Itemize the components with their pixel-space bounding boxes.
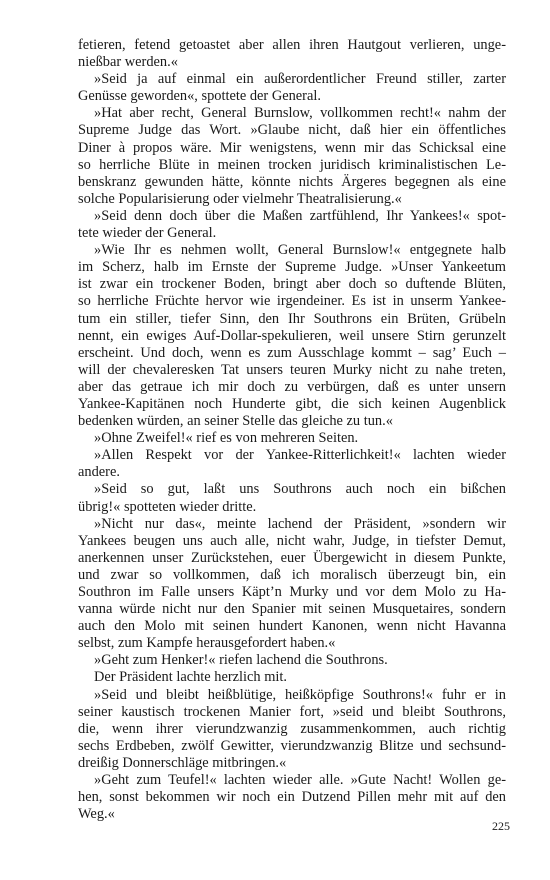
text-line: dreißig Donnerschläge mitbringen.« xyxy=(78,754,287,771)
text-line: will der chevaleresken Tat unsers teuren Murky nicht zu nahe treten, xyxy=(78,361,506,378)
text-line: hen, sonst bekommen wir noch ein Dutzend Pillen mehr mit auf den xyxy=(78,789,506,806)
text-line: übrig!« spotteten wieder dritte. xyxy=(78,498,257,515)
text-line: fetieren, fetend getoastet aber allen ihren Hautgout verlieren, unge- xyxy=(78,37,506,53)
text-line: sechs Erdbeben, zwölf Gewitter, vierundzwanzig Blitze und sechsund- xyxy=(78,737,506,754)
text-line: ist zwar ein trockener Boden, bringt aber doch so duftende Blüten, xyxy=(78,276,506,293)
text-line: Diner à propos wäre. Mir wenigstens, wenn mir das Schicksal eine xyxy=(78,139,506,156)
text-line: »Geht zum Henker!« riefen lachend die Southrons. xyxy=(94,652,388,669)
text-line: vanna würde nicht nur den Spanier mit seinen Musquetaires, sondern xyxy=(78,601,506,618)
text-line: auch den Molo mit seinen hundert Kanonen, wenn nicht Havanna xyxy=(78,618,506,635)
text-line: seiner kaustisch trockenen Manier fort, »seid und bleibt Southrons, xyxy=(78,703,506,720)
text-line: anerkennen unser Zurückstehen, euer Übergewicht in diesem Punkte, xyxy=(78,549,506,566)
text-line: bedenken würden, an seiner Stelle das gleiche zu tun.« xyxy=(78,413,393,430)
text-line: »Hat aber recht, General Burnslow, vollkommen recht!« nahm der xyxy=(94,105,506,122)
text-line: benskranz gewunden hätte, könnte nichts Ärgeres begegnen als eine xyxy=(78,173,506,190)
text-line: Weg.« xyxy=(78,806,115,823)
text-line: so herrliche Blüte in meinen trocken juridisch kriminalistischen Le- xyxy=(78,156,506,173)
text-line: Der Präsident lachte herzlich mit. xyxy=(94,669,288,686)
text-line: Genüsse geworden«, spottete der General. xyxy=(78,88,321,105)
text-line: »Wie Ihr es nehmen wollt, General Burnslow!« entgegnete halb xyxy=(94,242,506,259)
text-line: und zwar so vollkommen, daß ich moralisch überzeugt bin, ein xyxy=(78,566,506,583)
text-line: Supreme Judge das Wort. »Glaube nicht, daß hier ein öffentliches xyxy=(78,122,506,139)
text-line: andere. xyxy=(78,464,120,481)
book-page-text xyxy=(78,37,506,823)
text-line: »Seid ja auf einmal ein außerordentlicher Freund stiller, zarter xyxy=(94,71,506,88)
text-line: aber das getraue ich mir doch zu verbürgen, daß es unter unsern xyxy=(78,378,506,395)
text-line: »Seid und bleibt heißblütige, heißköpfige Southrons!« fuhr er in xyxy=(94,686,506,703)
text-line: nennt, ein ewiges Auf-Dollar-spekulieren, weil unsere Stirn gerunzelt xyxy=(78,327,506,344)
text-line: »Allen Respekt vor der Yankee-Ritterlichkeit!« lachten wieder xyxy=(94,447,506,464)
text-line: im Scherz, halb im Ernste der Supreme Judge. »Unser Yankeetum xyxy=(78,259,506,276)
text-line: »Nicht nur das«, meinte lachend der Präsident, »sondern wir xyxy=(94,515,506,532)
text-line: selbst, zum Kampfe herausgefordert haben.« xyxy=(78,635,336,652)
text-line: tum ein stiller, tiefer Sinn, den Ihr Southrons ein Brüten, Grübeln xyxy=(78,310,506,327)
text-line: erscheint. Und doch, wenn es zum Ausschlage kommt – sag’ Euch – xyxy=(78,344,506,361)
text-line: »Ohne Zweifel!« rief es von mehreren Seiten. xyxy=(94,430,359,447)
text-line: solche Popularisierung oder vielmehr Theatralisierung.« xyxy=(78,190,402,207)
text-line: Yankees beugen uns auch alle, nicht wahr, Judge, in tiefster Demut, xyxy=(78,532,506,549)
text-line: nießbar werden.« xyxy=(78,54,178,71)
text-line: Yankee-Kapitänen noch Hunderte gibt, die sich keinen Augenblick xyxy=(78,395,506,412)
page-number: 225 xyxy=(492,819,510,833)
text-line: »Geht zum Teufel!« lachten wieder alle. »Gute Nacht! Wollen ge- xyxy=(94,772,506,789)
text-line: »Seid denn doch über die Maßen zartfühlend, Ihr Yankees!« spot- xyxy=(94,207,506,224)
text-line: die, wenn ihrer vierundzwanzig zusammenkommen, auch richtig xyxy=(78,720,506,737)
text-line: Southron im Falle unsers Käpt’n Murky und vor dem Molo zu Ha- xyxy=(78,584,506,600)
text-line: »Seid so gut, laßt uns Southrons auch noch ein bißchen xyxy=(94,481,506,498)
text-line: so herrliche Früchte hervor wie irgendeiner. Es ist in unserm Yankee- xyxy=(78,293,506,310)
text-line: tete wieder der General. xyxy=(78,225,217,242)
